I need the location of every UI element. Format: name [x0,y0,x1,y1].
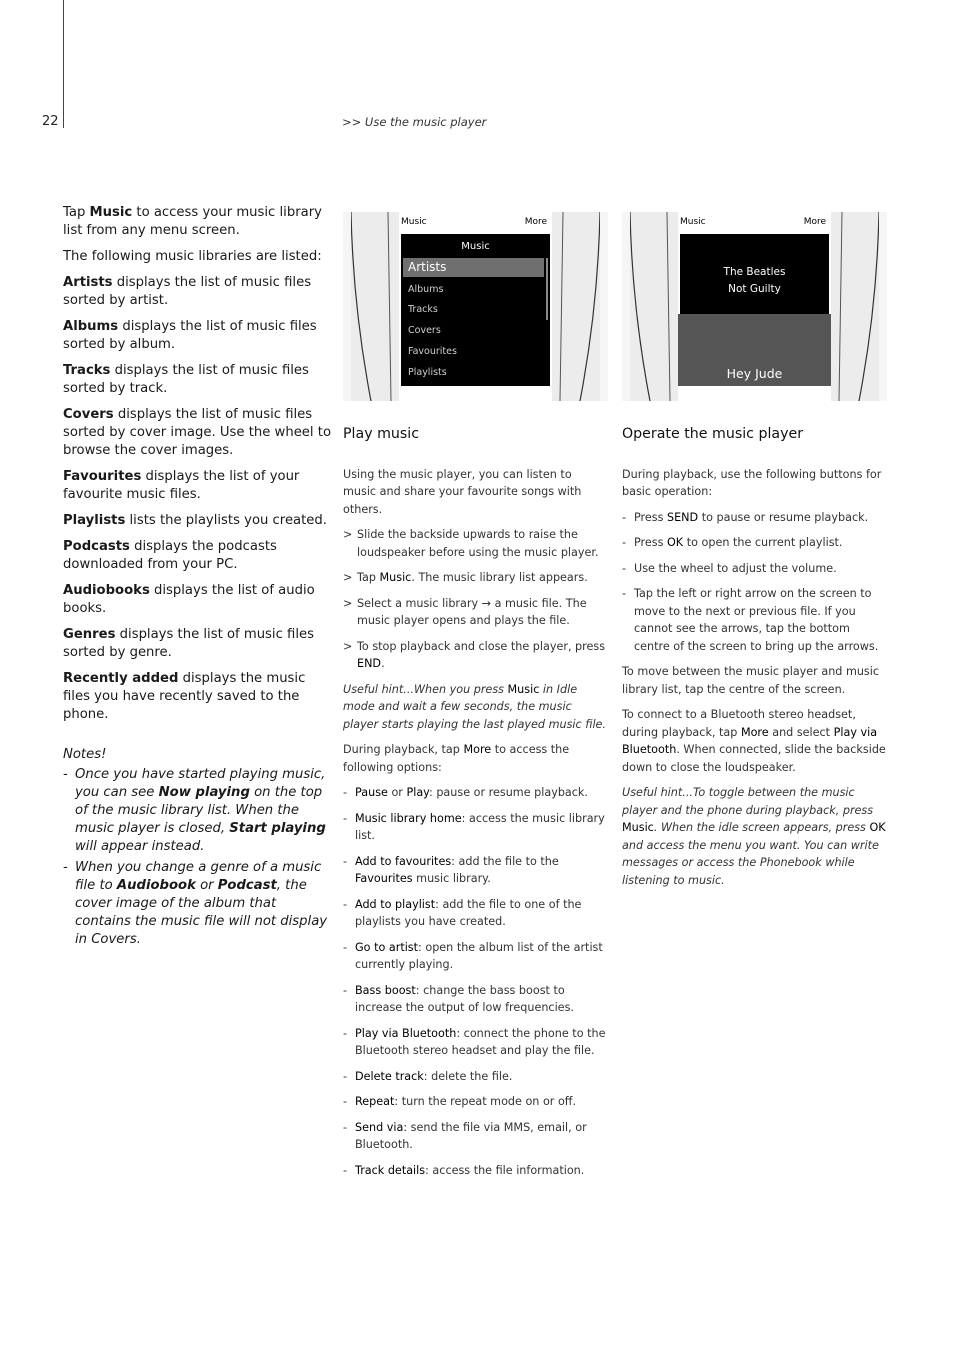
note-item: - Once you have started playing music, you can see Now playing on the top of the music library list. When the music player is closed, Start playing will appear instead. [63,766,331,856]
phone-display [678,212,831,401]
step-item: > To stop playback and close the player, press END. [343,638,607,673]
music-keyword: Music [89,205,133,220]
menu-title: Music [461,241,490,252]
step-item: > Slide the backside upwards to raise the loudspeaker before using the music player. [343,526,607,561]
menu-item-favourites[interactable]: Favourites [408,346,457,357]
option-item: - Go to artist: open the album list of the artist currently playing. [343,939,607,974]
operate-intro: During playback, use the following buttons for basic operation: [622,467,882,498]
bluetooth-text: To connect to a Bluetooth stereo headset, during playback, tap More and select Play via Bluetooth. When connected, slide the backside down to close the loudspeaker. [622,708,886,774]
operation-item: - Use the wheel to adjust the volume. [622,560,886,578]
option-item: - Bass boost: change the bass boost to increase the output of low frequencies. [343,982,607,1017]
library-audiobooks: Audiobooks displays the list of audio books. [63,583,315,616]
option-item: - Play via Bluetooth: connect the phone to the Bluetooth stereo headset and play the file. [343,1025,607,1060]
more-softkey[interactable]: More [524,217,547,227]
during-playback-text: During playback, tap More to access the following options: [343,743,570,774]
current-track-title: Hey Jude [726,366,783,381]
menu-item-playlists[interactable]: Playlists [408,367,447,378]
menu-item-covers[interactable]: Covers [408,325,441,336]
library-favourites: Favourites displays the list of your favourite music files. [63,469,300,502]
menu-scrollbar[interactable] [546,258,548,320]
music-menu [401,234,550,386]
library-description-column [63,204,331,952]
page-number: 22 [42,114,59,129]
move-between-text: To move between the music player and music library list, tap the centre of the screen. [622,665,880,696]
music-softkey[interactable]: Music [680,217,706,227]
artist-name: The Beatles [723,266,786,278]
menu-item-artists[interactable]: Artists [403,258,544,277]
more-softkey[interactable]: More [803,217,826,227]
phone-display [399,212,552,401]
option-item: - Repeat: turn the repeat mode on or off. [343,1093,607,1111]
status-bar [678,212,831,232]
track-info-panel[interactable] [680,234,829,314]
step-item: > Select a music library → a music file. The music player opens and plays the file. [343,595,607,630]
playing-track-panel[interactable] [678,314,831,386]
notes-title: Notes! [63,747,107,762]
option-item: - Add to playlist: add the file to one of the playlists you have created. [343,896,607,931]
library-genres: Genres displays the list of music files sorted by genre. [63,627,314,660]
intro-paragraph: Tap Music to access your music library list from any menu screen. [63,205,322,238]
play-intro: Using the music player, you can listen to music and share your favourite songs with others. [343,467,582,516]
running-header: >> Use the music player [342,115,487,129]
play-music-heading: Play music [343,426,420,442]
library-podcasts: Podcasts displays the podcasts downloaded from your PC. [63,539,277,572]
option-item: - Add to favourites: add the file to the Favourites music library. [343,853,607,888]
option-item: - Music library home: access the music library list. [343,810,607,845]
song-title: Not Guilty [728,283,781,295]
step-item: > Tap Music. The music library list appears. [343,569,607,587]
library-playlists: Playlists lists the playlists you created. [63,513,327,528]
menu-item-tracks[interactable]: Tracks [408,304,438,315]
status-bar [399,212,552,232]
note-item: - When you change a genre of a music file to Audiobook or Podcast, the cover image of the album that contains the music file will not display in Covers. [63,859,331,949]
library-artists: Artists displays the list of music files sorted by artist. [63,275,312,308]
libraries-heading: The following music libraries are listed: [63,249,322,264]
library-covers: Covers displays the list of music files sorted by cover image. Use the wheel to browse the cover images. [63,407,332,458]
play-music-column [343,426,607,1187]
margin-rule [63,0,64,128]
option-item: - Track details: access the file information. [343,1162,607,1180]
operation-item: - Tap the left or right arrow on the screen to move to the next or previous file. If you cannot see the arrows, tap the bottom centre of the screen to bring up the arrows. [622,585,886,655]
library-albums: Albums displays the list of music files sorted by album. [63,319,317,352]
operation-item: - Press SEND to pause or resume playback. [622,509,886,527]
menu-item-albums[interactable]: Albums [408,284,444,295]
option-item: - Send via: send the file via MMS, email, or Bluetooth. [343,1119,607,1154]
notes-block [63,746,331,949]
library-recently-added: Recently added displays the music files you have recently saved to the phone. [63,671,306,722]
operate-player-column [622,426,886,897]
operation-item: - Press OK to open the current playlist. [622,534,886,552]
useful-hint: Useful hint...When you press Music in Idle mode and wait a few seconds, the music player starts playing the last played music file. [343,682,606,731]
music-library-screenshot [343,212,608,401]
now-playing-screenshot [622,212,887,401]
option-item: - Pause or Play: pause or resume playback. [343,784,607,802]
option-item: - Delete track: delete the file. [343,1068,607,1086]
library-tracks: Tracks displays the list of music files sorted by track. [63,363,309,396]
music-softkey[interactable]: Music [401,217,427,227]
operate-heading: Operate the music player [622,426,804,442]
useful-hint: Useful hint...To toggle between the music player and the phone during playback, press Music. When the idle screen appears, press OK and access the menu you want. You can write messages or access the Phonebook while listening to music. [622,786,886,887]
